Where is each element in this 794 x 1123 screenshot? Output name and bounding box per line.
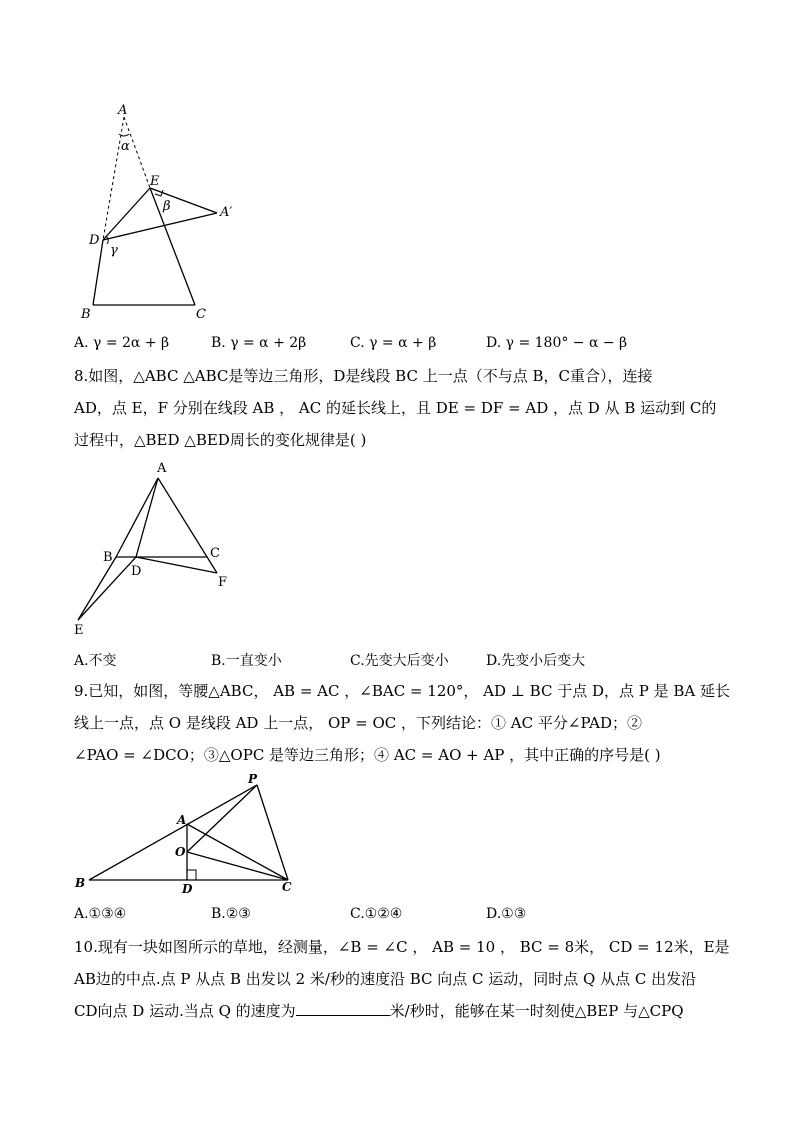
q8-option-c[interactable]: C.先变大后变小: [350, 653, 449, 669]
label-C: C: [210, 546, 220, 561]
q8-option-d[interactable]: D.先变小后变大: [486, 653, 586, 669]
q9-option-d[interactable]: D.①③: [486, 906, 527, 922]
q8-line-3: 过程中，△BED △BED周长的变化规律是( ): [74, 431, 367, 449]
label-B: B: [103, 550, 113, 565]
label-D: D: [89, 233, 100, 248]
q7-option-d[interactable]: D. γ = 180° − α − β: [486, 335, 628, 351]
right-angle-mark: [187, 870, 196, 880]
q9-option-a[interactable]: A.①③④: [74, 906, 127, 922]
label-gamma: γ: [110, 243, 118, 258]
q9-option-c[interactable]: C.①②④: [350, 906, 403, 922]
label-A: A: [118, 103, 128, 118]
label-alpha: α: [121, 139, 130, 154]
q10-line-1: 10.现有一块如图所示的草地，经测量，∠B = ∠C ， AB = 10 ， BC = 8米， CD = 12米，E是: [74, 938, 730, 956]
label-P: P: [248, 772, 258, 786]
label-A-prime: A′: [220, 205, 233, 220]
q9-option-b[interactable]: B.②③: [211, 906, 251, 922]
label-O: O: [175, 845, 186, 859]
label-B: B: [75, 876, 86, 890]
q8-line-1: 8.如图，△ABC △ABC是等边三角形，D是线段 BC 上一点（不与点 B，C重合），连接: [74, 367, 653, 385]
label-E: E: [150, 174, 160, 189]
q7-option-a[interactable]: A. γ = 2α + β: [74, 335, 170, 351]
q9-line-2: 线上一点，点 O 是线段 AD 上一点， OP = OC ，下列结论：① AC 平分∠PAD；②: [74, 714, 643, 732]
q8-option-a[interactable]: A.不变: [74, 653, 117, 669]
segment-OC: [187, 852, 288, 880]
label-A: A: [157, 461, 167, 476]
label-B: B: [81, 307, 91, 322]
q9-line-1: 9.已知，如图，等腰△ABC， AB = AC ，∠BAC = 120°， AD ⊥ BC 于点 D，点 P 是 BA 延长: [74, 682, 731, 700]
label-beta: β: [163, 199, 171, 214]
label-E: E: [74, 623, 84, 638]
label-D: D: [182, 882, 193, 896]
label-C: C: [196, 307, 206, 322]
q10-line-3: [74, 1001, 684, 1021]
q7-option-c[interactable]: C. γ = α + β: [350, 335, 437, 351]
answer-blank[interactable]: [296, 1001, 390, 1016]
q10-line-2: AB边的中点.点 P 从点 B 出发以 2 米/秒的速度沿 BC 向点 C 运动，同时点 Q 从点 C 出发沿: [74, 970, 697, 988]
label-A: A: [177, 813, 187, 827]
segment-BP: [89, 785, 257, 880]
label-C: C: [282, 880, 292, 894]
q7-option-b[interactable]: B. γ = α + 2β: [211, 335, 307, 351]
q10-line-3-start: CD向点 D 运动.当点 Q 的速度为: [74, 1002, 296, 1020]
q10-line-3-end: 米/秒时，能够在某一时刻使△BEP 与△CPQ: [389, 1002, 684, 1020]
q8-line-2: AD，点 E，F 分别在线段 AB ， AC 的延长线上，且 DE = DF = AD ，点 D 从 B 运动到 C的: [74, 399, 717, 417]
label-F: F: [218, 575, 228, 590]
q9-line-3: ∠PAO = ∠DCO；③△OPC 是等边三角形；④ AC = AO + AP ，其中正确的序号是( ): [74, 746, 661, 764]
label-D: D: [131, 564, 142, 579]
q8-option-b[interactable]: B.一直变小: [211, 653, 282, 669]
